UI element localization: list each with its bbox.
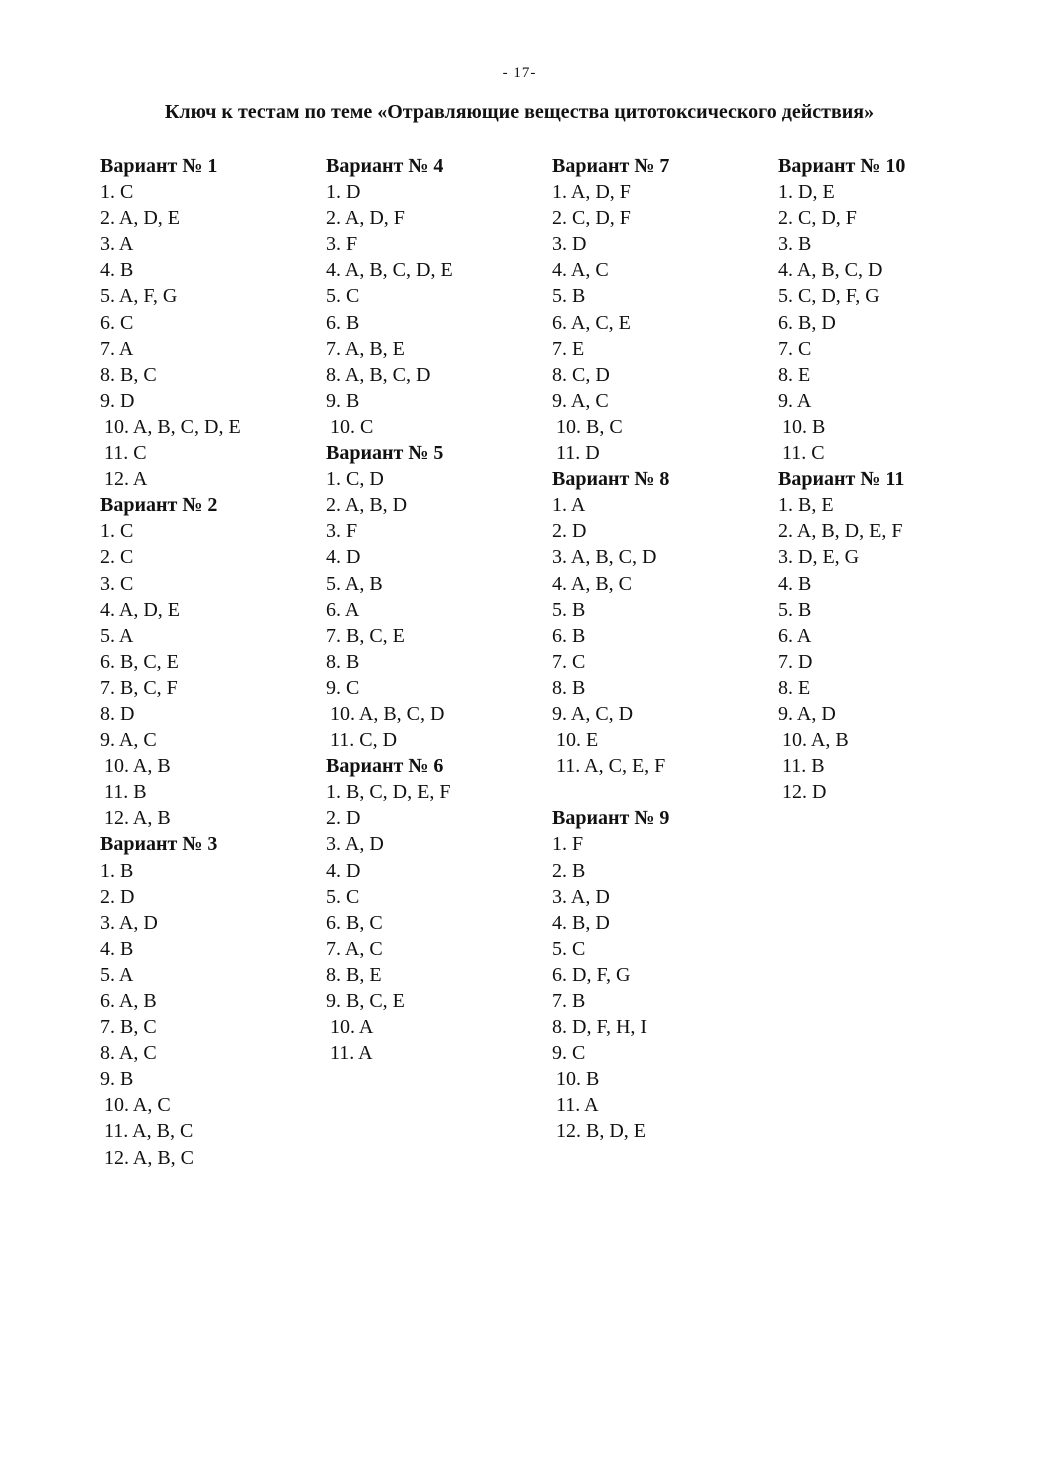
answer-line: 7. C	[552, 650, 586, 673]
answer-line: 1. A, D, F	[552, 181, 631, 204]
answer-line: 1. A	[552, 494, 586, 517]
answer-line: 4. B	[100, 259, 134, 282]
answer-line: 8. D, F, H, I	[552, 1016, 648, 1039]
answer-line: 4. D	[326, 546, 361, 569]
answer-line: 6. B, D	[778, 311, 836, 334]
answer-line: 4. A, C	[552, 259, 609, 282]
page-title: Ключ к тестам по теме «Отравляющие вещества цитотоксического действия»	[164, 101, 875, 123]
answer-line: 10. A	[330, 1016, 374, 1039]
answer-line: 7. A, C	[326, 937, 383, 960]
variant-header: Вариант № 6	[326, 755, 444, 778]
variant-header: Вариант № 10	[778, 155, 906, 177]
answer-line: 3. F	[326, 520, 358, 543]
answer-line: 3. A, B, C, D	[552, 546, 657, 569]
answer-column-2	[326, 153, 453, 1066]
answer-line: 3. A, D	[100, 911, 158, 934]
answer-line: 5. B	[552, 598, 586, 621]
answer-line: 8. A, B, C, D	[326, 363, 431, 386]
answer-line: 3. A, D	[552, 885, 610, 908]
answer-line: 5. A, B	[326, 572, 383, 595]
answer-line: 4. A, D, E	[100, 598, 180, 621]
variant-header: Вариант № 3	[100, 833, 218, 856]
answer-line: 3. B	[778, 233, 812, 256]
answer-line: 2. A, D, F	[326, 207, 405, 230]
answer-line: 2. C, D, F	[552, 207, 631, 230]
answer-line: 9. B, C, E	[326, 990, 405, 1012]
answer-line: 11. C, D	[330, 729, 398, 752]
answer-line: 6. B, C, E	[100, 650, 179, 673]
answer-line: 9. B	[100, 1068, 134, 1091]
answer-line: 3. D, E, G	[778, 546, 860, 569]
answer-line: 1. C, D	[326, 468, 384, 491]
answer-line: 7. C	[778, 337, 812, 360]
answer-line: 11. C	[104, 442, 147, 465]
answer-line: 8. B, E	[326, 963, 382, 986]
answer-line: 2. D	[552, 520, 587, 543]
answer-line: 4. A, B, C, D	[778, 259, 883, 282]
variant-block	[778, 466, 905, 805]
answer-line: 3. F	[326, 233, 358, 256]
answer-line: 8. A, C	[100, 1042, 157, 1065]
answer-line: 4. A, B, C, D, E	[326, 259, 453, 282]
answer-line: 10. E	[556, 729, 599, 752]
answer-line: 10. A, C	[104, 1094, 171, 1117]
answer-line: 6. A, B	[100, 990, 157, 1012]
variant-block	[100, 153, 241, 492]
answer-line: 3. C	[100, 572, 134, 595]
variant-block	[552, 805, 669, 1144]
variant-block	[552, 153, 669, 466]
answer-line: 9. A, C	[552, 389, 609, 412]
answer-line: 4. B	[778, 572, 812, 595]
answer-line: 2. A, B, D, E, F	[778, 520, 903, 543]
answer-line: 6. A	[326, 598, 360, 621]
answer-line: 11. A	[330, 1042, 373, 1065]
answer-line: 12. D	[782, 781, 827, 804]
answer-line: 8. D	[100, 702, 135, 725]
answer-line: 5. A, F, G	[100, 285, 178, 308]
variant-header: Вариант № 4	[326, 155, 444, 177]
answer-line: 7. A	[100, 337, 134, 360]
variant-block	[326, 753, 453, 1066]
answer-line: 7. E	[552, 337, 585, 360]
answer-line: 1. D	[326, 181, 361, 204]
answer-line: 8. C, D	[552, 363, 610, 386]
answer-column-3	[552, 153, 669, 1145]
answer-line: 6. C	[100, 311, 134, 334]
answer-line: 10. A, B	[782, 729, 849, 752]
variant-header: Вариант № 9	[552, 807, 670, 830]
spacer	[552, 779, 669, 805]
answer-line: 5. C, D, F, G	[778, 285, 880, 308]
answer-line: 7. B, C, F	[100, 676, 178, 699]
answer-line: 1. C	[100, 181, 134, 204]
answer-line: 7. B, C, E	[326, 624, 405, 647]
answer-line: 6. B	[552, 624, 586, 647]
answer-line: 11. A, B, C	[104, 1120, 194, 1143]
answer-line: 11. C	[782, 442, 825, 465]
variant-block	[552, 466, 669, 779]
answer-line: 3. D	[552, 233, 587, 256]
answer-line: 4. A, B, C	[552, 572, 633, 595]
answer-line: 11. D	[556, 442, 600, 465]
answer-line: 8. E	[778, 363, 811, 386]
answer-line: 5. B	[778, 598, 812, 621]
answer-line: 2. A, D, E	[100, 207, 180, 230]
answer-line: 8. B	[552, 676, 586, 699]
answer-line: 5. A	[100, 624, 134, 647]
answer-line: 5. B	[552, 285, 586, 308]
answer-line: 8. B	[326, 650, 360, 673]
answer-line: 5. A	[100, 963, 134, 986]
answer-line: 8. E	[778, 676, 811, 699]
answer-line: 9. B	[326, 389, 360, 412]
answer-line: 9. C	[552, 1042, 586, 1065]
answer-line: 6. B	[326, 311, 360, 334]
answer-line: 1. B	[100, 859, 134, 882]
variant-block	[326, 440, 453, 753]
answer-line: 10. A, B	[104, 755, 171, 778]
variant-block	[778, 153, 905, 466]
answer-line: 10. B	[556, 1068, 600, 1091]
variant-block	[326, 153, 453, 440]
answer-line: 1. B, E	[778, 494, 834, 517]
answer-line: 2. C, D, F	[778, 207, 857, 230]
answer-line: 9. A	[778, 389, 812, 412]
answer-column-4	[778, 153, 905, 805]
page-number: - 17-	[502, 65, 537, 81]
answer-line: 9. A, C, D	[552, 702, 634, 725]
answer-line: 6. D, F, G	[552, 963, 631, 986]
answer-line: 1. B, C, D, E, F	[326, 781, 451, 804]
answer-line: 10. B	[782, 415, 826, 438]
answer-column-1	[100, 153, 241, 1171]
variant-header: Вариант № 7	[552, 155, 670, 177]
answer-line: 7. B, C	[100, 1016, 157, 1039]
variant-header: Вариант № 8	[552, 468, 670, 491]
answer-line: 9. C	[326, 676, 360, 699]
answer-line: 2. C	[100, 546, 134, 569]
answer-line: 11. A, C, E, F	[556, 755, 666, 778]
answer-line: 7. B	[552, 990, 586, 1012]
answer-line: 6. A	[778, 624, 812, 647]
answer-line: 12. A, B	[104, 807, 171, 830]
answer-line: 12. B, D, E	[556, 1120, 646, 1143]
answer-line: 3. A	[100, 233, 134, 256]
answer-line: 2. A, B, D	[326, 494, 408, 517]
answer-line: 12. A, B, C	[104, 1146, 195, 1169]
answer-line: 5. C	[326, 885, 360, 908]
answer-line: 2. D	[326, 807, 361, 830]
answer-line: 10. A, B, C, D	[330, 702, 445, 725]
answer-line: 11. A	[556, 1094, 599, 1117]
variant-block	[100, 831, 241, 1170]
answer-line: 2. D	[100, 885, 135, 908]
answer-line: 5. C	[552, 937, 586, 960]
variant-header: Вариант № 1	[100, 155, 218, 177]
answer-line: 6. B, C	[326, 911, 383, 934]
answer-line: 1. D, E	[778, 181, 835, 204]
variant-header: Вариант № 5	[326, 442, 444, 465]
answer-line: 9. A, D	[778, 702, 836, 725]
variant-header: Вариант № 2	[100, 494, 218, 517]
variant-block	[100, 492, 241, 831]
answer-line: 4. B, D	[552, 911, 610, 934]
answer-line: 9. A, C	[100, 729, 157, 752]
answer-line: 8. B, C	[100, 363, 157, 386]
answer-line: 5. C	[326, 285, 360, 308]
answer-line: 11. B	[104, 781, 147, 804]
answer-line: 7. A, B, E	[326, 337, 405, 360]
answer-line: 4. B	[100, 937, 134, 960]
answer-line: 6. A, C, E	[552, 311, 631, 334]
answer-line: 10. A, B, C, D, E	[104, 415, 241, 438]
answer-line: 3. A, D	[326, 833, 384, 856]
answer-line: 9. D	[100, 389, 135, 412]
answer-line: 10. B, C	[556, 415, 623, 438]
answer-line: 7. D	[778, 650, 813, 673]
answer-line: 1. C	[100, 520, 134, 543]
answer-line: 1. F	[552, 833, 584, 856]
answer-line: 12. A	[104, 468, 148, 491]
answer-line: 2. B	[552, 859, 586, 882]
answer-line: 10. C	[330, 415, 374, 438]
variant-header: Вариант № 11	[778, 468, 905, 491]
answer-line: 4. D	[326, 859, 361, 882]
answer-line: 11. B	[782, 755, 825, 778]
